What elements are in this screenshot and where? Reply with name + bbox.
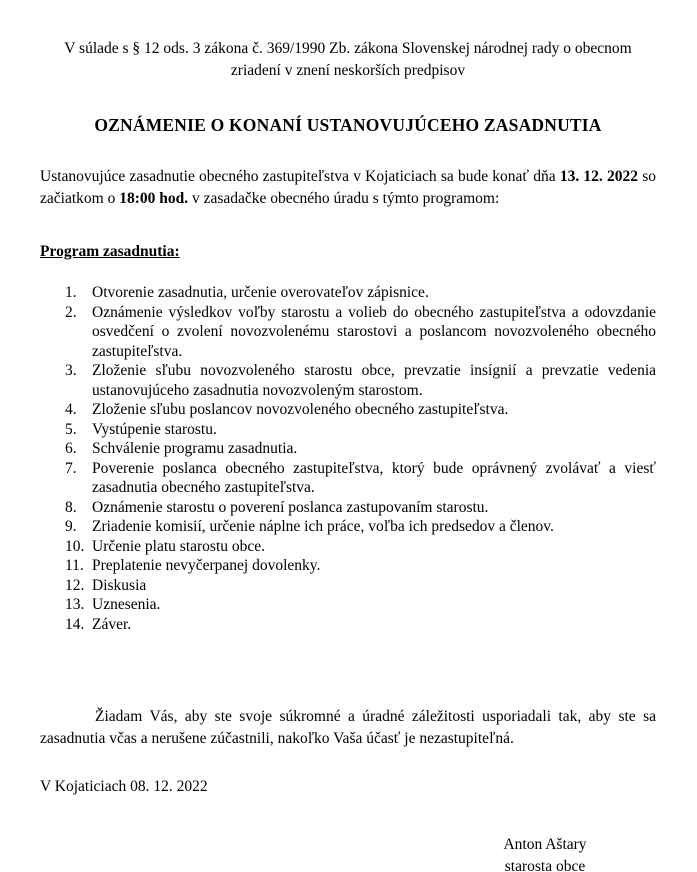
agenda-item [65,420,656,440]
agenda-item-number: 6. [65,440,77,457]
program-heading: Program zasadnutia: [40,243,180,260]
agenda-item-number: 7. [65,459,77,477]
agenda-item [65,537,656,557]
agenda-item-text: Diskusia [92,576,147,594]
agenda-item [65,459,656,498]
agenda-item-text: Schválenie programu zasadnutia. [92,440,298,457]
agenda-item-number: 5. [65,420,77,438]
agenda-item-text: Uznesenia. [92,596,161,613]
signatory-role: starosta obce [504,858,586,872]
intro-text-3: v zasadačke obecného úradu s týmto programom: [188,190,500,207]
agenda-item [65,595,656,615]
agenda-item-text: Oznámenie výsledkov voľby starostu a volieb do obecného zastupiteľstva a odovzdanie osvedčení o zvolení novozvolenému starostovi a poslancom novozvoleného obecného zastupiteľstva. [92,303,656,360]
agenda-item-number: 9. [65,518,77,535]
agenda-item [65,283,656,303]
agenda-item [65,400,656,420]
legal-preamble-line-2: zriadení v znení neskorších predpisov [230,62,466,79]
agenda-item-number: 1. [65,284,77,301]
agenda-item-text: Určenie platu starostu obce. [92,537,266,555]
agenda-item [65,439,656,459]
legal-preamble [40,38,656,82]
closing-paragraph: Žiadam Vás, aby ste svoje súkromné a úradné záležitosti usporiadali tak, aby ste sa zasadnutia včas a nerušene zúčastnili, nakoľko Vaša účasť je nezastupiteľná. [40,708,656,747]
agenda-item [65,303,656,362]
agenda-item-number: 10. [65,537,85,555]
intro-paragraph [40,166,656,210]
agenda-item-text: Otvorenie zasadnutia, určenie overovateľov zápisnice. [92,284,429,301]
agenda-item-text: Oznámenie starostu o poverení poslanca zastupovaním starostu. [92,498,489,516]
agenda-item-number: 4. [65,401,77,418]
signature-block [450,834,640,872]
signatory-name: Anton Aštary [503,836,587,853]
agenda-item-number: 13. [65,596,85,613]
agenda-item-text: Vystúpenie starostu. [92,420,217,438]
agenda-item-number: 3. [65,362,77,379]
agenda-item-text: Poverenie poslanca obecného zastupiteľstva, ktorý bude oprávnený zvolávať a viesť zasadnutia obecného zastupiteľstva. [92,459,656,496]
meeting-time: 18:00 hod. [119,190,189,207]
agenda-item-number: 2. [65,303,77,321]
agenda-item [65,498,656,518]
intro-text-1: Ustanovujúce zasadnutie obecného zastupiteľstva v Kojaticiach sa bude konať dňa [40,168,560,185]
agenda-item-text: Zloženie sľubu poslancov novozvoleného obecného zastupiteľstva. [92,401,509,418]
document-title: OZNÁMENIE O KONANÍ USTANOVUJÚCEHO ZASADNUTIA [94,115,602,135]
intro-text-2: so začiatkom o [40,168,656,207]
agenda-item [65,576,656,596]
agenda-item-text: Zriadenie komisií, určenie náplne ich práce, voľba ich predsedov a členov. [92,518,554,535]
agenda-list [40,283,656,634]
agenda-item-number: 11. [65,557,84,574]
agenda-item [65,361,656,400]
place-and-date-line: V Kojaticiach 08. 12. 2022 [40,778,208,795]
agenda-item-number: 12. [65,576,85,594]
agenda-item-text: Zloženie sľubu novozvoleného starostu obce, prevzatie insígnií a prevzatie vedenia ustanovujúceho zasadnutia novozvoleným starostom. [92,362,656,399]
agenda-item [65,615,656,635]
agenda-item-number: 8. [65,498,77,516]
agenda-item [65,517,656,537]
agenda-item-text: Záver. [92,615,132,633]
meeting-date: 13. 12. 2022 [559,168,638,185]
agenda-item [65,556,656,576]
legal-preamble-line-1: V súlade s § 12 ods. 3 zákona č. 369/1990 Zb. zákona Slovenskej národnej rady o obecnom [64,40,632,57]
agenda-item-text: Preplatenie nevyčerpanej dovolenky. [92,557,321,574]
agenda-item-number: 14. [65,615,85,633]
